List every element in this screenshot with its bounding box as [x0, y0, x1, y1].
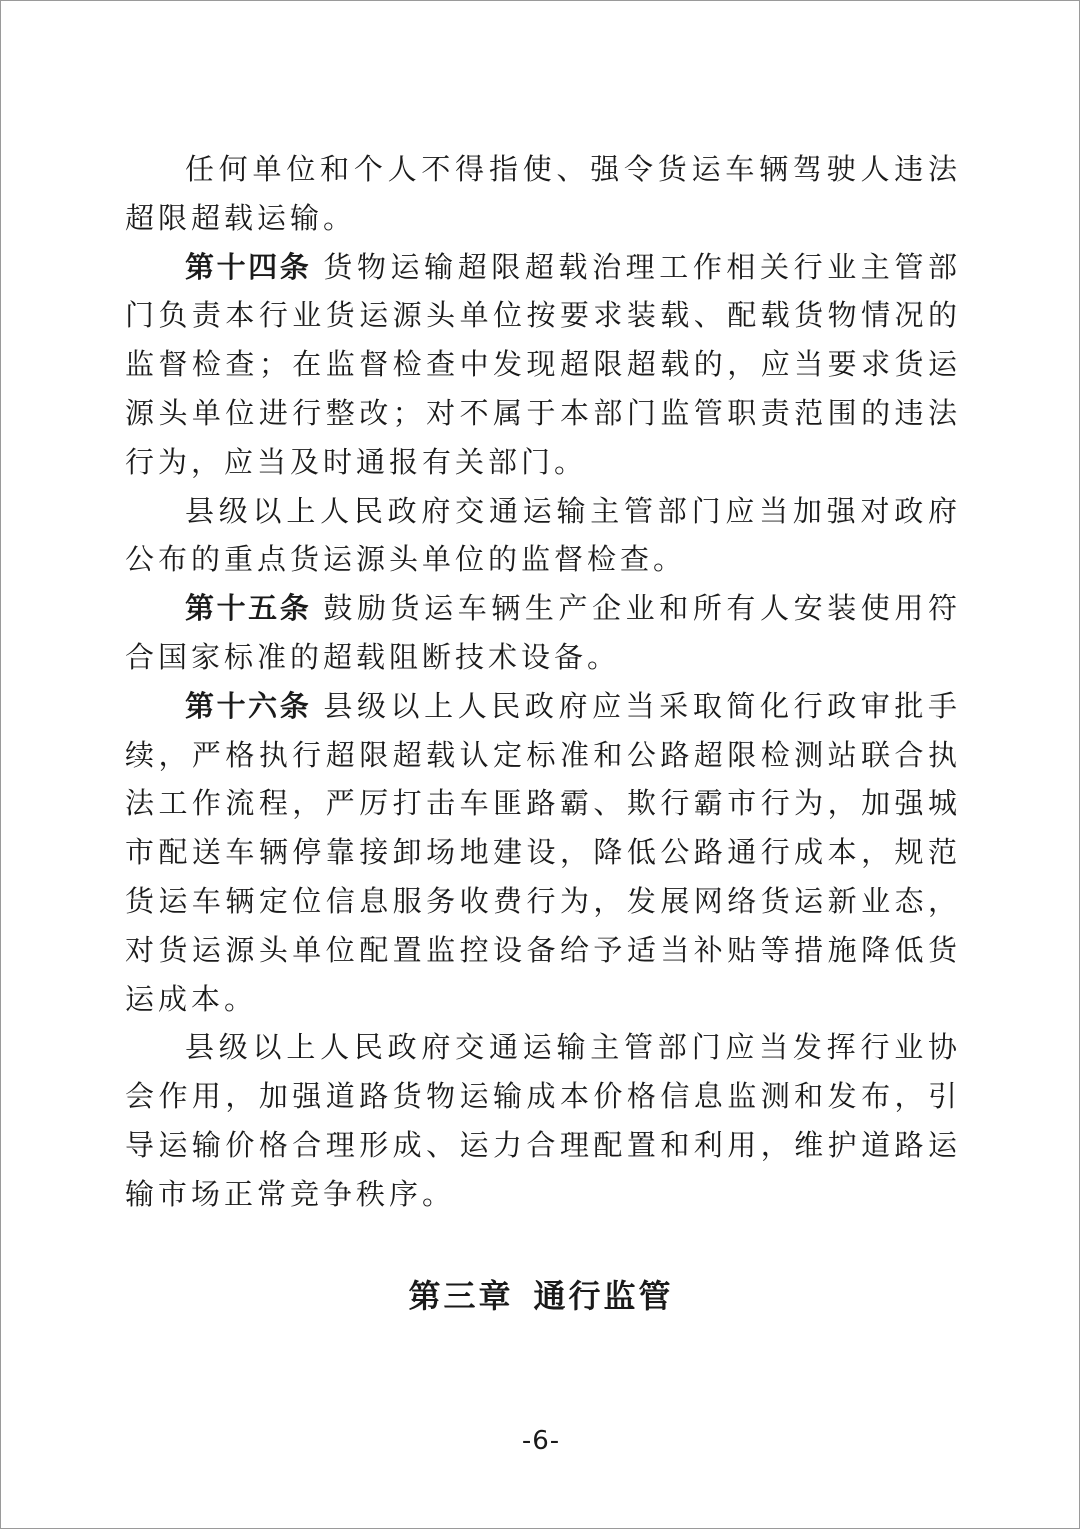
article-heading: 第十六条: [185, 688, 312, 723]
article-heading: 第十四条: [185, 249, 312, 284]
paragraph-text: 县级以上人民政府交通运输主管部门应当发挥行业协会作用，加强道路货物运输成本价格信息监测和发布，引导运输价格合理形成、运力合理配置和利用，维护道路运输市场正常竞争秩序。: [125, 1030, 961, 1211]
paragraph-text: 任何单位和个人不得指使、强令货运车辆驾驶人违法超限超载运输。: [125, 152, 961, 235]
body-text: [125, 145, 961, 1219]
paragraph-3: [125, 487, 961, 585]
page-number: -6-: [521, 1426, 561, 1456]
chapter-number: 第三章: [408, 1277, 514, 1315]
paragraph-1: [125, 145, 961, 243]
article-15: [125, 584, 961, 682]
chapter-name: 通行监管: [533, 1277, 674, 1315]
article-16: [125, 682, 961, 1024]
article-heading: 第十五条: [185, 591, 312, 626]
paragraph-text: 货物运输超限超载治理工作相关行业主管部门负责本行业货运源头单位按要求装载、配载货物情况的监督检查；在监督检查中发现超限超载的，应当要求货运源头单位进行整改；对不属于本部门监管职责范围的违法行为，应当及时通报有关部门。: [125, 249, 961, 479]
paragraph-text: 县级以上人民政府交通运输主管部门应当加强对政府公布的重点货运源头单位的监督检查。: [125, 493, 961, 577]
paragraph-text: 鼓励货运车辆生产企业和所有人安装使用符合国家标准的超载阻断技术设备。: [125, 591, 961, 674]
paragraph-6: [125, 1023, 961, 1218]
paragraph-text: 县级以上人民政府应当采取简化行政审批手续，严格执行超限超载认定标准和公路超限检测站联合执法工作流程，严厉打击车匪路霸、欺行霸市行为，加强城市配送车辆停靠接卸场地建设，降低公路通行成本，规范货运车辆定位信息服务收费行为，发展网络货运新业态，对货运源头单位配置监控设备给予适当补贴等措施降低货运成本。: [125, 688, 961, 1016]
chapter-title: [1, 1271, 1080, 1317]
article-14: [125, 243, 961, 487]
